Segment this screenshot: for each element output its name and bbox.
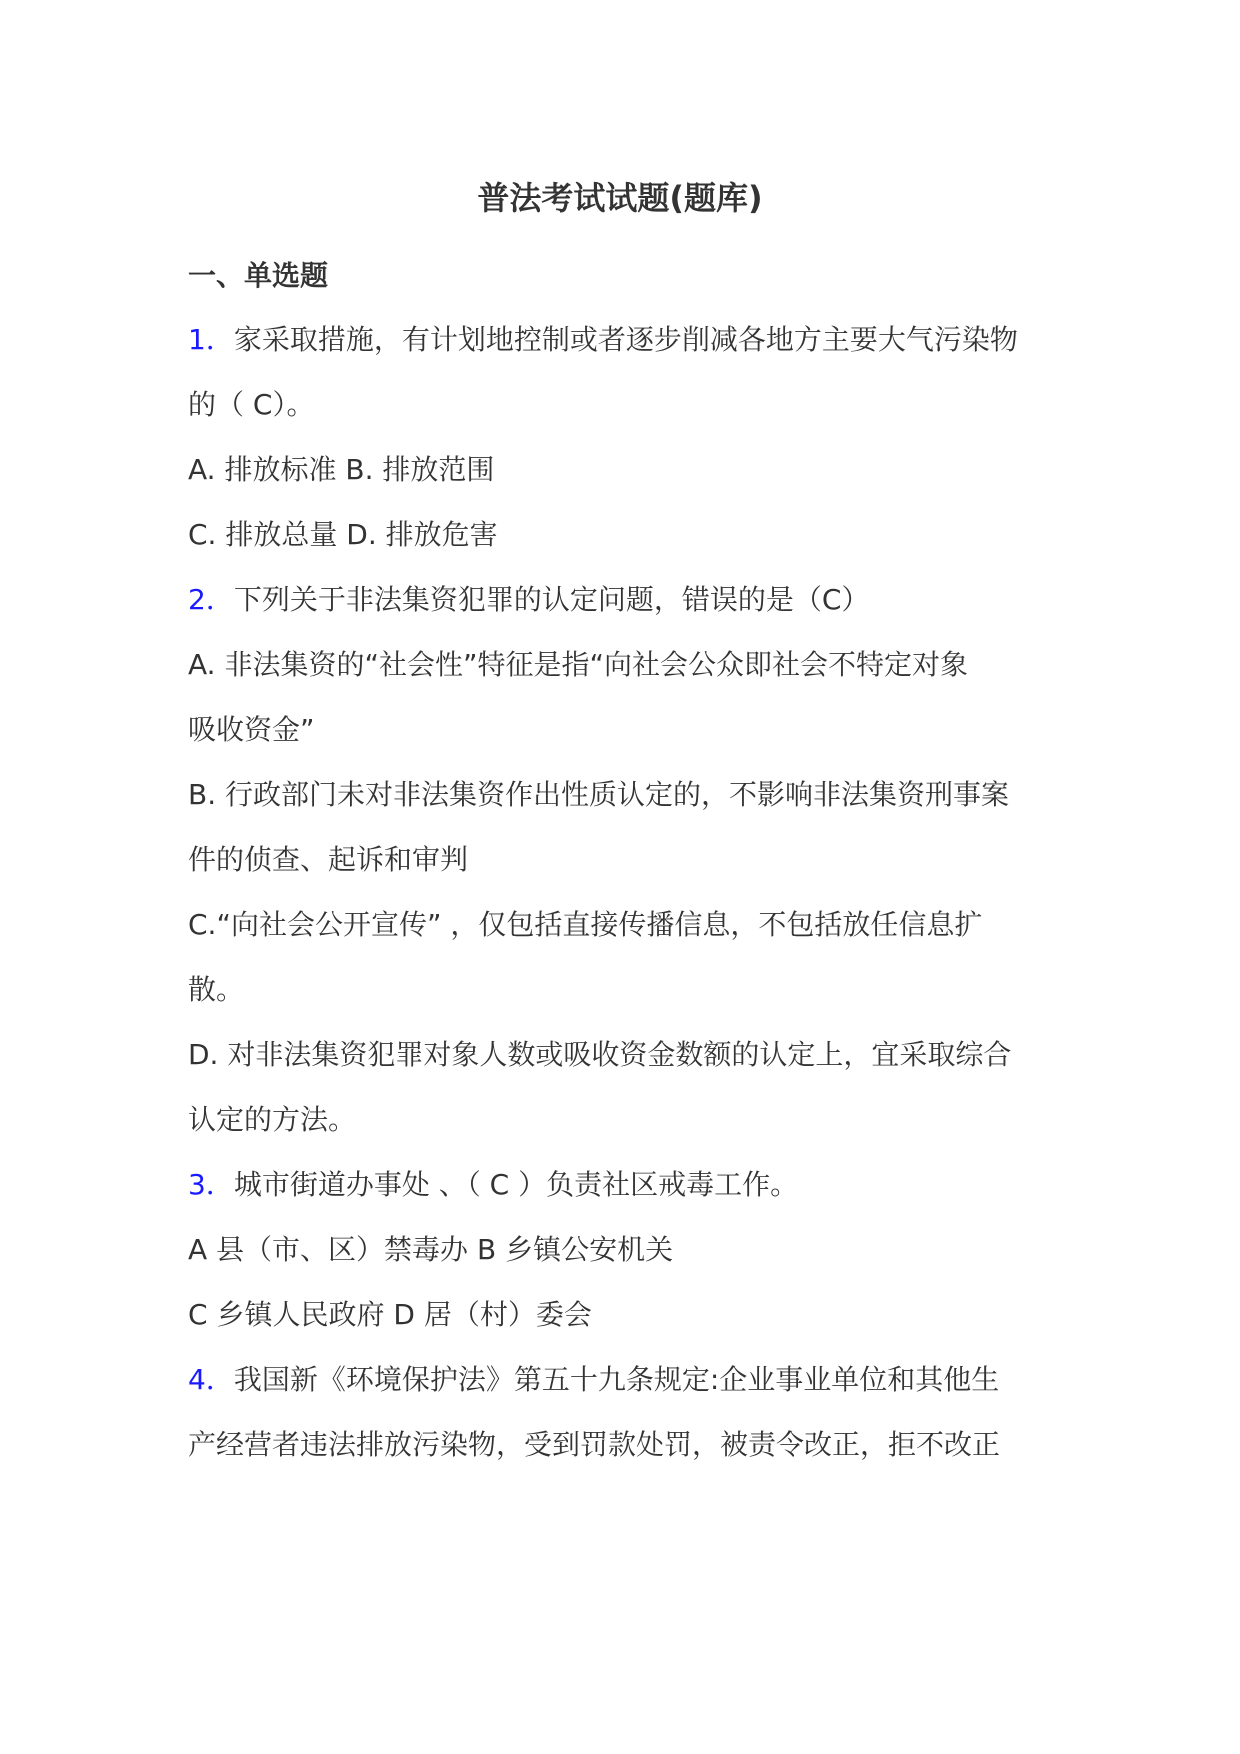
question-1-options-cd: C. 排放总量 D. 排放危害: [188, 518, 498, 551]
question-number: 2．: [188, 583, 234, 616]
question-1-line-1: [188, 307, 1058, 372]
question-text: 家采取措施，有计划地控制或者逐步削减各地方主要大气污染物: [233, 323, 1018, 356]
question-text: 城市街道办事处 、（ C ）负责社区戒毒工作。: [233, 1168, 799, 1201]
question-2-option-d-cont: 认定的方法。: [188, 1103, 357, 1136]
question-4-line-2: 产经营者违法排放污染物，受到罚款处罚，被责令改正，拒不改正: [188, 1428, 1001, 1461]
question-3-options-cd: C 乡镇人民政府 D 居（村）委会: [188, 1298, 592, 1331]
question-2-option-a: A. 非法集资的“社会性”特征是指“向社会公众即社会不特定对象: [188, 648, 968, 681]
question-2-option-d: D. 对非法集资犯罪对象人数或吸收资金数额的认定上，宜采取综合: [188, 1038, 1012, 1071]
question-2-option-b-cont: 件的侦查、起诉和审判: [188, 843, 469, 876]
question-text: 下列关于非法集资犯罪的认定问题，错误的是（C）: [233, 583, 870, 616]
question-2-line-1: [188, 567, 1058, 632]
question-2-option-a-cont: 吸收资金”: [188, 713, 315, 746]
question-number: 4．: [188, 1363, 234, 1396]
question-2-option-b: B. 行政部门未对非法集资作出性质认定的，不影响非法集资刑事案: [188, 778, 1010, 811]
document-title: 普法考试试题(题库): [477, 179, 763, 217]
question-3-options-ab: A 县（市、区）禁毒办 B 乡镇公安机关: [188, 1233, 674, 1266]
question-4-line-1: [188, 1347, 1058, 1412]
question-1-line-2: 的（ C）。: [188, 388, 315, 421]
question-number: 1．: [188, 323, 234, 356]
question-2-option-c-cont: 散。: [188, 973, 245, 1006]
section-heading: 一、单选题: [188, 259, 329, 292]
question-number: 3．: [188, 1168, 234, 1201]
question-1-options-ab: A. 排放标准 B. 排放范围: [188, 453, 495, 486]
question-3-line-1: [188, 1152, 1058, 1217]
question-body: [188, 307, 1058, 1477]
question-text: 我国新《环境保护法》第五十九条规定:企业事业单位和其他生: [233, 1363, 1000, 1396]
question-2-option-c: C.“向社会公开宣传” ，仅包括直接传播信息，不包括放任信息扩: [188, 908, 983, 941]
